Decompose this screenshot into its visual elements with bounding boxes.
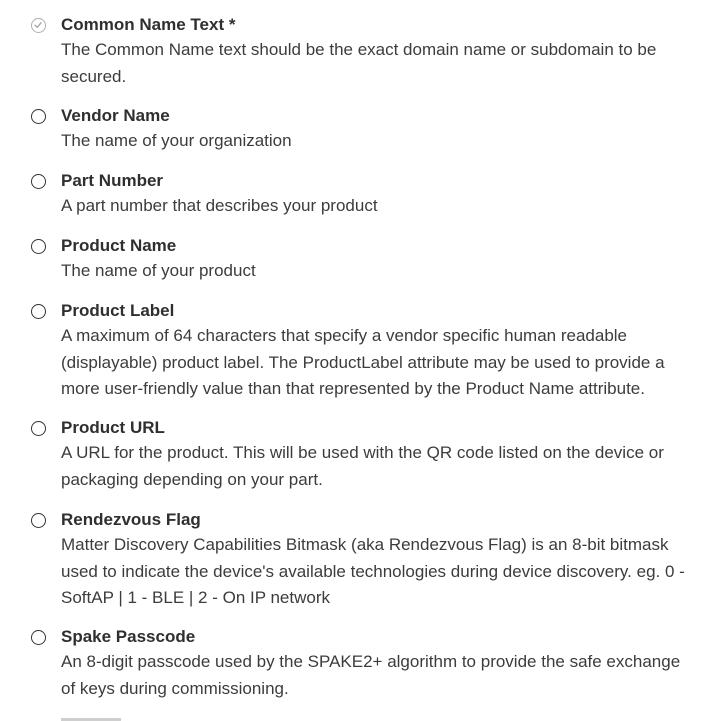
radio-button[interactable] — [31, 304, 46, 319]
radio-button[interactable] — [31, 630, 46, 645]
checkmark-icon — [32, 19, 44, 31]
field-title: Vendor Name — [61, 106, 170, 125]
radio-button[interactable] — [31, 174, 46, 189]
field-description: A URL for the product. This will be used with the QR code listed on the device or packaging depending on your part. — [61, 443, 664, 489]
field-description: The name of your organization — [61, 131, 292, 150]
field-title: Product Name — [61, 236, 177, 255]
radio-button[interactable] — [31, 513, 46, 528]
field-title: Part Number — [61, 171, 164, 190]
field-description: A maximum of 64 characters that specify a vendor specific human readable (displayable) product label. The ProductLabel attribute may be used to provide a more user-friendly value than that represented by the Product Name attribute. — [61, 326, 665, 398]
radio-button[interactable] — [31, 239, 46, 254]
field-title: Common Name Text * — [61, 15, 236, 34]
radio-button[interactable] — [31, 421, 46, 436]
check-circle-icon[interactable] — [31, 18, 46, 33]
field-description: The name of your product — [61, 261, 256, 280]
field-title: Spake Passcode — [61, 627, 196, 646]
field-description: Matter Discovery Capabilities Bitmask (aka Rendezvous Flag) is an 8-bit bitmask used to indicate the device's available technologies during device discovery. eg. 0 - SoftAP | 1 - BLE | 2 - On IP network — [61, 535, 685, 607]
field-description: The Common Name text should be the exact domain name or subdomain to be secured. — [61, 40, 657, 86]
next-item-cutoff — [61, 714, 131, 721]
field-description: An 8-digit passcode used by the SPAKE2+ algorithm to provide the safe exchange of keys during commissioning. — [61, 652, 681, 698]
field-title: Rendezvous Flag — [61, 510, 201, 529]
radio-button[interactable] — [31, 109, 46, 124]
field-description: A part number that describes your product — [61, 196, 378, 215]
field-title: Product Label — [61, 301, 175, 320]
field-title: Product URL — [61, 418, 165, 437]
